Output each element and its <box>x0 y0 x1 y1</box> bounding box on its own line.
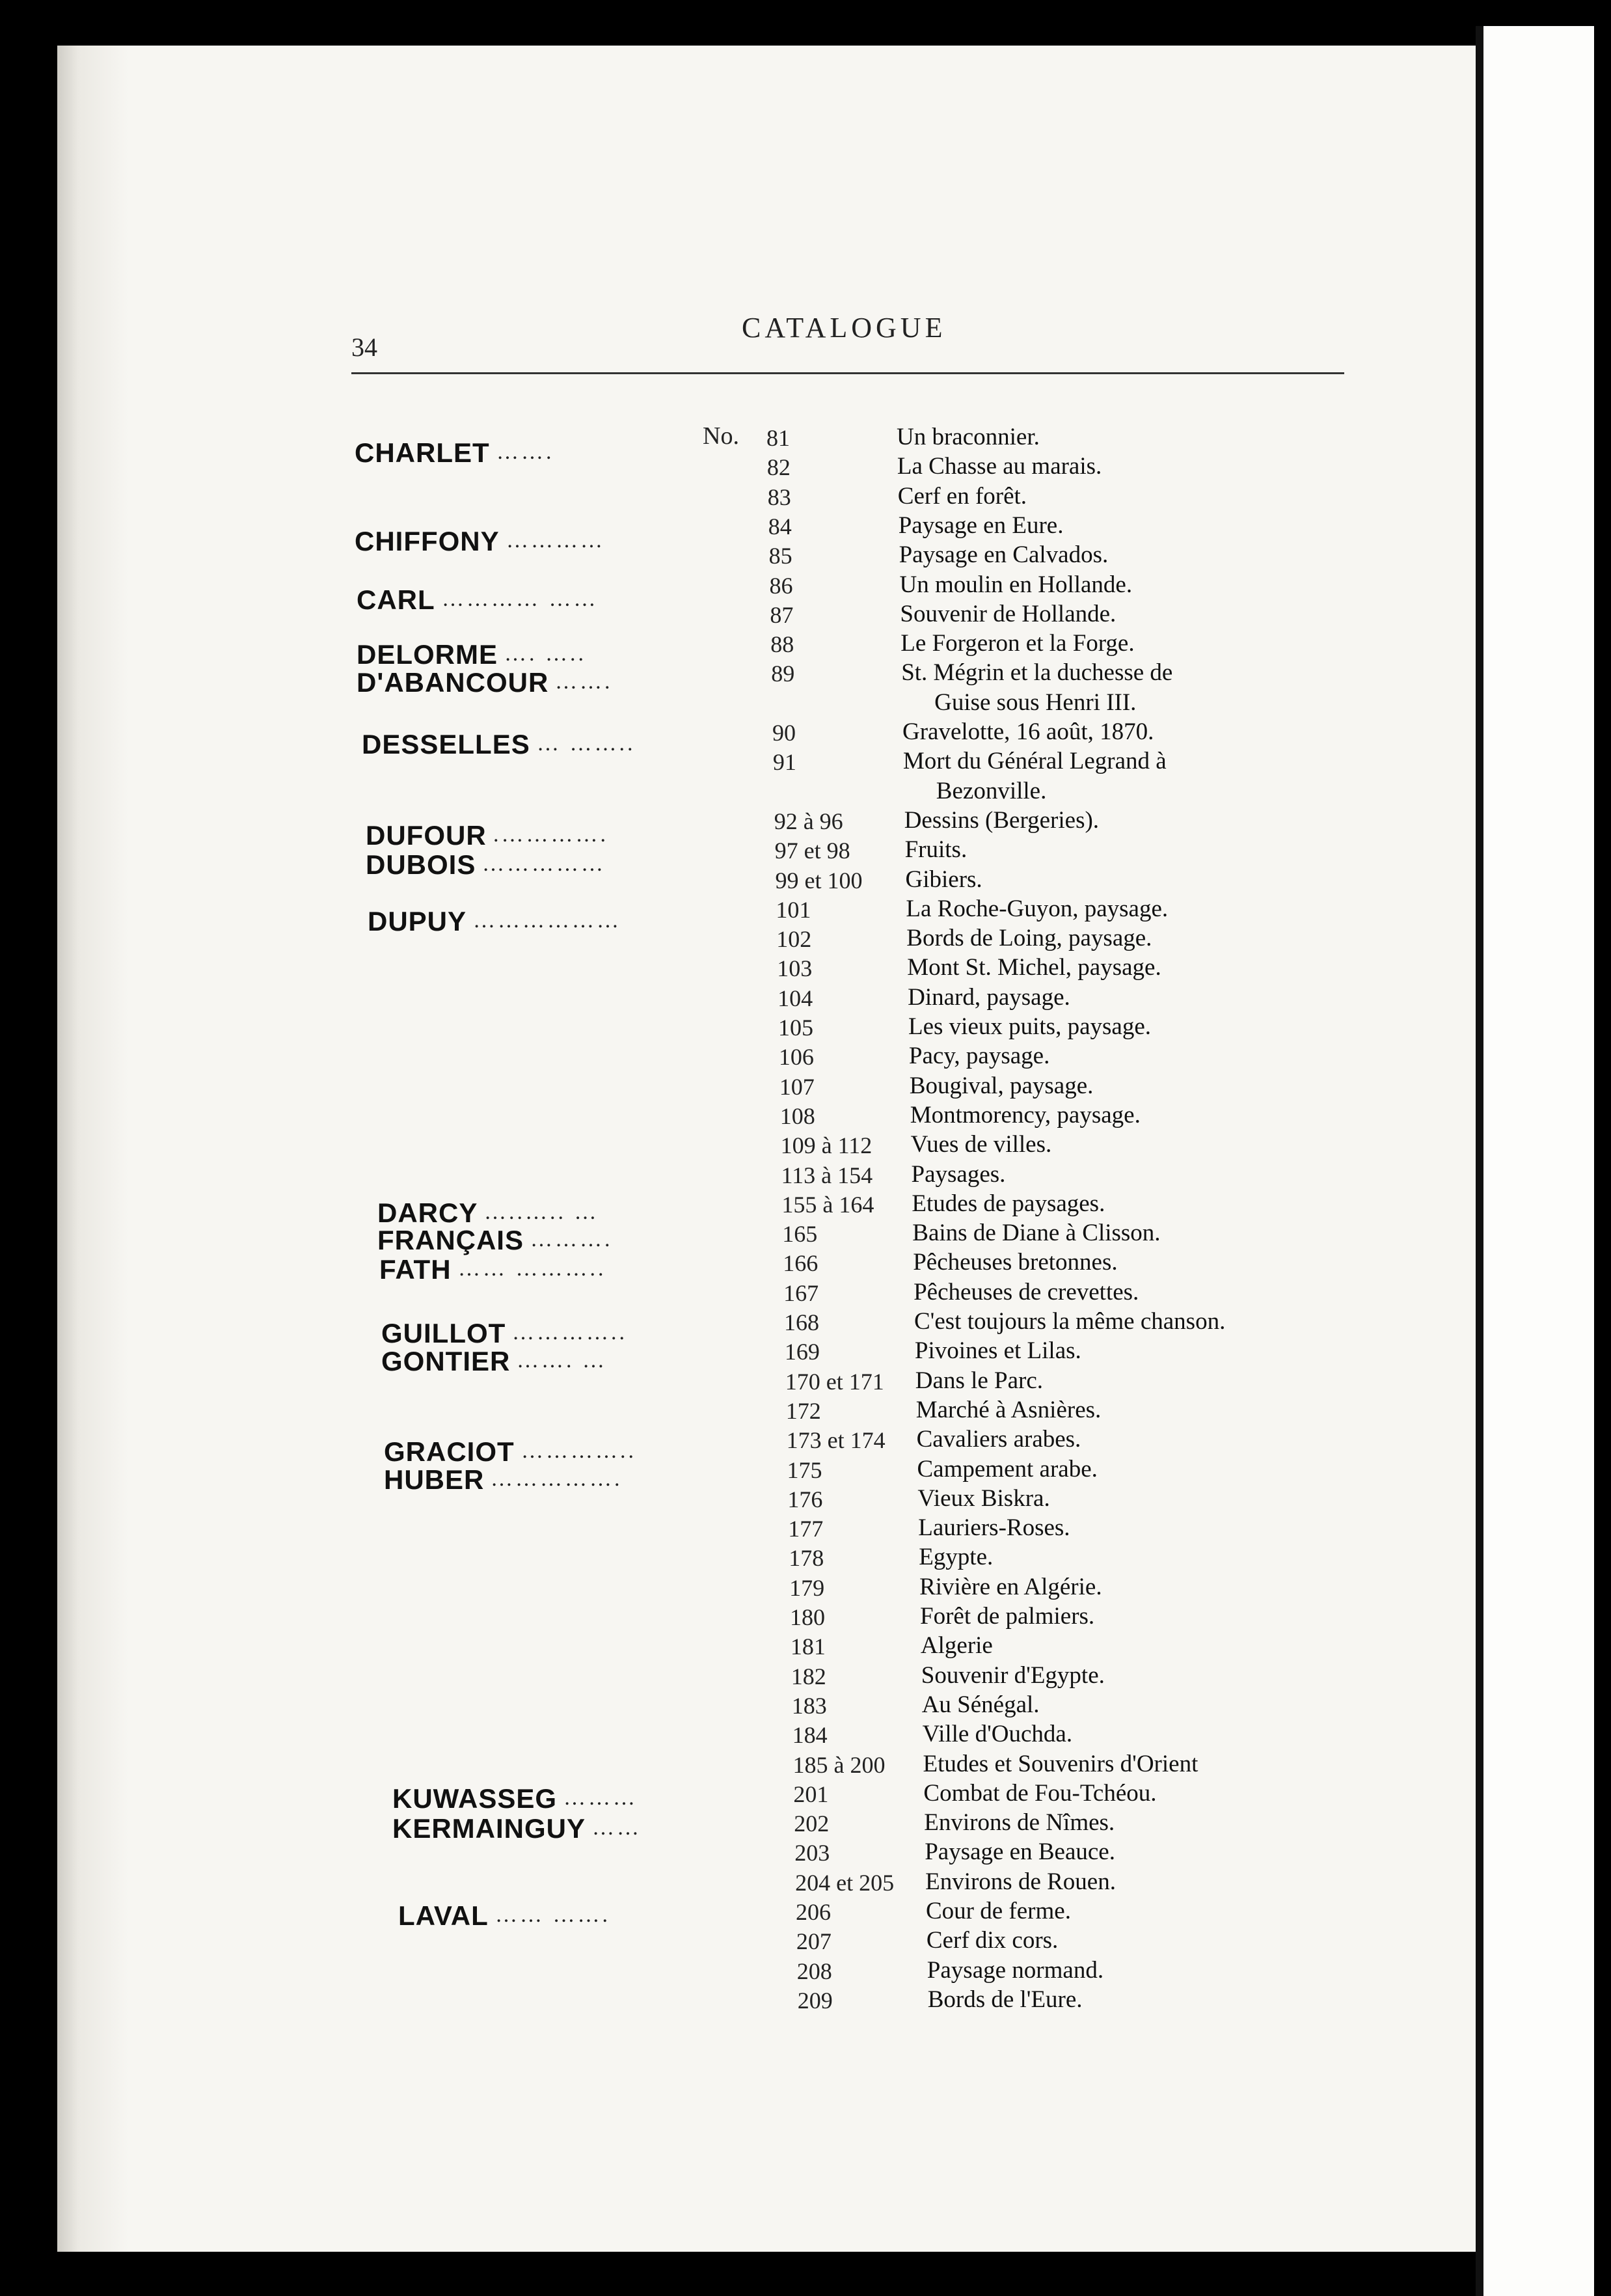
entry-number: 88 <box>770 631 794 658</box>
leader-dots: ………… <box>506 528 605 553</box>
entry-number: 85 <box>768 543 792 569</box>
entry-title: La Roche-Guyon, paysage. <box>906 895 1169 922</box>
entry-title: Paysage en Beauce. <box>925 1838 1115 1866</box>
entry-title: Forêt de palmiers. <box>920 1603 1095 1630</box>
entry-number: 170 et 171 <box>785 1368 884 1395</box>
entry-title: Algerie <box>920 1632 993 1660</box>
entry-number: 92 à 96 <box>774 808 843 834</box>
leader-dots: ……. … <box>517 1348 607 1373</box>
entry-number: 84 <box>768 513 792 540</box>
entry-title: Egypte. <box>919 1544 994 1571</box>
entry-number: 91 <box>772 749 796 776</box>
entry-number: 108 <box>779 1102 815 1129</box>
entry-title: Bougival, paysage. <box>909 1072 1094 1099</box>
number-label: No. <box>703 422 739 450</box>
entry-title: Pêcheuses de crevettes. <box>914 1278 1139 1305</box>
leader-dots: …… ……. <box>495 1903 610 1927</box>
artist-name: KERMAINGUY <box>392 1813 586 1844</box>
leader-dots: ………. <box>530 1227 613 1251</box>
entry-title: Campement arabe. <box>917 1455 1098 1483</box>
entry-number: 201 <box>793 1781 829 1807</box>
entry-title: Vieux Biskra. <box>917 1484 1050 1512</box>
leader-dots: .…………. <box>493 823 608 847</box>
entry-title: Gravelotte, 16 août, 1870. <box>902 718 1154 745</box>
entry-title: Les vieux puits, paysage. <box>908 1013 1151 1040</box>
entry-title: Bains de Diane à Clisson. <box>912 1220 1161 1247</box>
entry-title: Lauriers-Roses. <box>918 1514 1070 1542</box>
entry-number: 202 <box>794 1811 830 1837</box>
entry-title: Mort du Général Legrand à <box>902 748 1167 775</box>
leader-dots: …… <box>592 1816 642 1840</box>
leader-dots: …………… <box>482 852 606 876</box>
entry-number: 203 <box>794 1840 830 1866</box>
entry-number: 180 <box>790 1604 825 1630</box>
entry-number: 105 <box>778 1015 813 1041</box>
artist-name: FRANÇAIS <box>377 1225 524 1255</box>
entry-title: C'est toujours la même chanson. <box>914 1308 1226 1335</box>
entry-title: Le Forgeron et la Forge. <box>900 630 1135 657</box>
entry-title: Montmorency, paysage. <box>910 1101 1141 1128</box>
entry-title: Gibiers. <box>905 866 982 893</box>
entry-number: 208 <box>796 1958 832 1984</box>
entry-number: 207 <box>796 1928 832 1955</box>
entry-title: Cerf dix cors. <box>926 1927 1059 1954</box>
entry-number: 165 <box>782 1221 818 1248</box>
entry-title: Guise sous Henri III. <box>934 689 1137 716</box>
leader-dots: ……… <box>563 1786 638 1810</box>
header-rule <box>351 372 1344 374</box>
entry-title: Etudes de paysages. <box>912 1190 1105 1217</box>
artist-name: FATH <box>379 1254 452 1285</box>
entry-number: 107 <box>779 1073 815 1100</box>
entry-number: 86 <box>769 572 793 599</box>
entry-title: Un moulin en Hollande. <box>899 571 1133 598</box>
entry-number: 81 <box>766 425 790 451</box>
page-number: 34 <box>351 333 377 362</box>
leader-dots: ……………. <box>491 1467 623 1491</box>
entry-title: Bords de Loing, paysage. <box>906 925 1152 952</box>
entry-number: 204 et 205 <box>795 1869 895 1896</box>
entry-title: Souvenir de Hollande. <box>900 600 1117 627</box>
entry-title: St. Mégrin et la duchesse de <box>901 659 1173 687</box>
entry-title: Bezonville. <box>936 777 1047 804</box>
entry-title: Rivière en Algérie. <box>919 1573 1102 1600</box>
leader-dots: …… ……….. <box>458 1257 606 1281</box>
entry-title: Paysage en Eure. <box>898 512 1064 539</box>
entry-number: 97 et 98 <box>774 838 850 864</box>
catalogue-page <box>57 46 1476 2252</box>
entry-title: Fruits. <box>904 836 968 864</box>
entry-number: 167 <box>783 1279 819 1306</box>
page-edge-shadow <box>57 46 129 2252</box>
entry-title: Pacy, paysage. <box>908 1043 1050 1070</box>
artist-name: D'ABANCOUR <box>357 667 549 698</box>
artist-name: CHARLET <box>355 437 490 468</box>
entry-title: Cour de ferme. <box>926 1898 1071 1924</box>
entry-number: 109 à 112 <box>780 1132 873 1159</box>
entry-number: 175 <box>787 1456 822 1483</box>
entry-title: Un braconnier. <box>897 424 1040 450</box>
entry-number: 166 <box>783 1250 819 1277</box>
entry-title: Etudes et Souvenirs d'Orient <box>923 1750 1198 1777</box>
entry-number: 99 et 100 <box>775 867 863 894</box>
entry-number: 185 à 200 <box>792 1751 886 1778</box>
leader-dots: … …….. <box>537 731 636 756</box>
entry-number: 209 <box>797 1987 833 2014</box>
leader-dots: ………… …… <box>442 587 599 611</box>
entry-number: 82 <box>766 454 791 481</box>
entry-number: 87 <box>770 601 794 628</box>
entry-title: Cerf en forêt. <box>897 482 1027 510</box>
artist-name: DARCY <box>377 1197 478 1228</box>
entry-title: Dinard, paysage. <box>908 983 1070 1011</box>
entry-number: 177 <box>788 1516 824 1542</box>
artist-name: GONTIER <box>381 1346 511 1376</box>
artist-name: DUPUY <box>368 906 467 936</box>
entry-number: 183 <box>791 1692 827 1719</box>
artist-name: DESSELLES <box>362 729 530 759</box>
entry-title: Environs de Nîmes. <box>924 1809 1115 1837</box>
entry-number: 89 <box>771 661 795 687</box>
leader-dots: ………….. <box>512 1320 627 1345</box>
entry-number: 176 <box>787 1486 823 1512</box>
running-title: CATALOGUE <box>742 312 947 344</box>
entry-number: 103 <box>777 955 813 982</box>
entry-number: 83 <box>767 484 791 510</box>
entry-title: Paysage en Calvados. <box>899 541 1109 569</box>
entry-number: 169 <box>784 1339 820 1365</box>
artist-name: CHIFFONY <box>355 526 500 556</box>
entry-number: 90 <box>772 720 796 746</box>
entry-title: Souvenir d'Egypte. <box>921 1661 1105 1689</box>
entry-title: Bords de l'Eure. <box>927 1986 1083 2013</box>
artist-name: GRACIOT <box>384 1436 515 1467</box>
entry-number: 184 <box>792 1722 828 1749</box>
entry-number: 101 <box>776 896 811 923</box>
entry-number: 106 <box>778 1044 814 1071</box>
entry-title: Pivoines et Lilas. <box>914 1337 1081 1365</box>
leader-dots: ……………… <box>473 909 621 933</box>
entry-title: Mont St. Michel, paysage. <box>907 954 1161 981</box>
entry-title: Combat de Fou-Tchéou. <box>923 1779 1157 1807</box>
leader-dots: ……. <box>555 670 613 694</box>
leader-dots: ……. <box>496 440 554 464</box>
artist-name: KUWASSEG <box>392 1783 558 1814</box>
entry-title: Au Sénégal. <box>921 1691 1040 1718</box>
entry-number: 206 <box>796 1899 831 1925</box>
artist-name: HUBER <box>384 1464 485 1495</box>
entry-title: Vues de villes. <box>910 1131 1052 1158</box>
entry-number: 102 <box>776 926 812 953</box>
artist-name: DUFOUR <box>366 820 487 851</box>
entry-number: 173 et 174 <box>786 1427 886 1454</box>
entry-number: 104 <box>778 985 813 1011</box>
entry-title: Dessins (Bergeries). <box>904 806 1100 834</box>
entry-number: 182 <box>791 1663 826 1689</box>
entry-title: Dans le Parc. <box>915 1367 1044 1394</box>
entry-number: 168 <box>784 1309 819 1335</box>
artist-name: DUBOIS <box>366 849 476 880</box>
artist-name: DELORME <box>357 639 498 670</box>
entry-number: 172 <box>785 1397 821 1424</box>
entry-title: Paysage normand. <box>927 1956 1104 1984</box>
entry-title: Ville d'Ouchda. <box>922 1721 1073 1748</box>
facing-page-strip <box>1476 26 1594 2296</box>
leader-dots: …. ….. <box>504 642 586 666</box>
leader-dots: …..….. … <box>484 1200 599 1224</box>
entry-title: Paysages. <box>911 1160 1006 1188</box>
artist-name: LAVAL <box>398 1900 489 1931</box>
entry-number: 181 <box>790 1633 826 1660</box>
entry-number: 179 <box>789 1574 825 1601</box>
artist-name: GUILLOT <box>381 1318 506 1348</box>
entry-title: Cavaliers arabes. <box>916 1426 1081 1453</box>
entry-number: 155 à 164 <box>781 1191 874 1218</box>
entry-number: 113 à 154 <box>781 1162 873 1188</box>
leader-dots: ………….. <box>521 1439 636 1463</box>
entry-title: Environs de Rouen. <box>925 1868 1116 1895</box>
entry-title: La Chasse au marais. <box>897 453 1102 480</box>
entry-title: Marché à Asnières. <box>915 1396 1102 1423</box>
entry-number: 178 <box>789 1545 824 1572</box>
entry-title: Pêcheuses bretonnes. <box>913 1249 1118 1276</box>
artist-name: CARL <box>357 584 435 615</box>
